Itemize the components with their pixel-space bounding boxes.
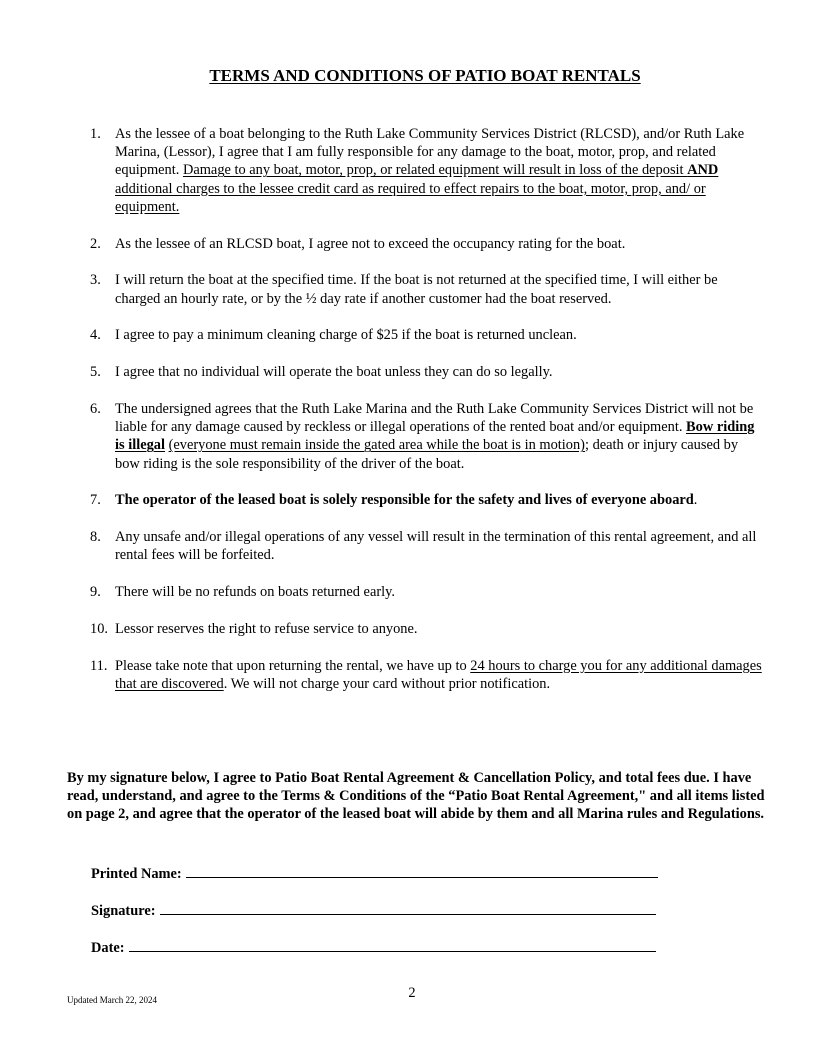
terms-item-segment: I agree to pay a minimum cleaning charge of $25 if the boat is returned unclean.	[115, 327, 577, 344]
terms-item-segment: ; death or injury caused by bow riding is the sole responsibility of the driver of the boat.	[115, 437, 739, 472]
terms-item-emphasis: AND	[687, 162, 719, 179]
terms-item-number: 3.	[90, 272, 101, 289]
signature-label: Signature:	[91, 903, 156, 919]
terms-item	[90, 620, 762, 638]
agreement-paragraph: By my signature below, I agree to Patio Boat Rental Agreement & Cancellation Policy, and total fees due. I have read, understand, and agree to the Terms & Conditions of the “Patio Boat Rental Agreement," and all items listed on page 2, and agree that the operator of the leased boat will abide by them and all Marina rules and Regulations.	[67, 770, 765, 823]
terms-item-number: 9.	[90, 584, 101, 601]
terms-item	[90, 235, 762, 253]
terms-item-number: 10.	[90, 621, 108, 637]
terms-item-number: 7.	[90, 492, 101, 509]
date-line[interactable]	[129, 936, 656, 952]
printed-name-field[interactable]	[91, 862, 658, 883]
terms-item	[90, 271, 762, 307]
footer-updated-date: Updated March 22, 2024	[67, 995, 157, 1005]
date-label: Date:	[91, 940, 125, 956]
terms-item-segment: additional charges to the lessee credit card as required to effect repairs to the boat, motor, prop, and/ or equipment.	[115, 180, 706, 215]
terms-item-segment: I will return the boat at the specified time. If the boat is not returned at the specified time, I will either be charged an hourly rate, or by the ½ day rate if another customer had the boat reserved.	[115, 272, 718, 307]
terms-item-number: 11.	[90, 657, 108, 674]
terms-item-segment: 24 hours to charge you for any additional damages that are discovered	[115, 657, 762, 692]
terms-item-text	[115, 621, 418, 637]
terms-item-number: 8.	[90, 529, 101, 546]
terms-item-segment: I agree that no individual will operate the boat unless they can do so legally.	[115, 364, 553, 381]
terms-item-text	[115, 272, 718, 306]
terms-item-emphasis: The operator of the leased boat is solely responsible for the safety and lives of everyone aboard	[115, 492, 694, 509]
terms-item-number: 1.	[90, 126, 101, 142]
printed-name-label: Printed Name:	[91, 866, 182, 882]
printed-name-line[interactable]	[186, 862, 658, 878]
terms-item	[90, 583, 762, 601]
terms-item-segment: As the lessee of a boat belonging to the Ruth Lake Community Services District (RLCSD), and/or Ruth Lake Marina, (Lessor), I agree that I am fully responsible for any damage to the boat, motor, prop, and related equipment.	[115, 126, 745, 179]
terms-item-text	[115, 236, 625, 252]
signature-field[interactable]	[91, 899, 656, 920]
terms-item-text	[115, 327, 577, 343]
terms-item-segment: Please take note that upon returning the rental, we have up to	[115, 657, 471, 674]
terms-item	[90, 528, 762, 564]
terms-item-segment: .	[693, 492, 698, 509]
terms-item-number: 4.	[90, 327, 101, 344]
terms-item-segment: . We will not charge your card without prior notification.	[223, 676, 551, 692]
terms-item-segment: There will be no refunds on boats returned early.	[115, 584, 395, 601]
terms-item-text	[115, 529, 756, 563]
terms-item	[90, 326, 762, 344]
terms-item	[90, 125, 762, 216]
terms-list	[90, 125, 762, 712]
terms-item-text	[115, 401, 754, 472]
terms-item-segment: Lessor reserves the right to refuse service to anyone.	[115, 621, 418, 637]
signature-line[interactable]	[160, 899, 656, 915]
page-number: 2	[408, 985, 416, 1001]
terms-item-emphasis: Bow riding is illegal	[115, 419, 755, 454]
terms-item-text	[115, 492, 697, 508]
terms-item-text	[115, 658, 762, 692]
date-field[interactable]	[91, 936, 656, 957]
terms-item	[90, 491, 762, 509]
terms-item-number: 6.	[90, 401, 101, 417]
terms-item-text	[115, 126, 744, 215]
page-title: TERMS AND CONDITIONS OF PATIO BOAT RENTALS	[209, 66, 641, 85]
terms-item-segment: Damage to any boat, motor, prop, or related equipment will result in loss of the deposit	[182, 162, 688, 179]
terms-item-number: 5.	[90, 364, 101, 381]
terms-item-text	[115, 584, 395, 600]
terms-item-segment: Any unsafe and/or illegal operations of any vessel will result in the termination of this rental agreement, and all rental fees will be forfeited.	[115, 529, 757, 564]
terms-item	[90, 657, 762, 693]
terms-item-segment: (everyone must remain inside the gated area while the boat is in motion)	[168, 437, 585, 454]
terms-item-text	[115, 364, 552, 380]
terms-item	[90, 400, 762, 473]
terms-item-number: 2.	[90, 235, 101, 252]
terms-item	[90, 363, 762, 381]
terms-item-segment: As the lessee of an RLCSD boat, I agree not to exceed the occupancy rating for the boat.	[115, 235, 626, 252]
terms-item-segment: The undersigned agrees that the Ruth Lake Marina and the Ruth Lake Community Services District will not be liable for any damage caused by reckless or illegal operations of the rented boat and/or equipment.	[115, 401, 754, 436]
